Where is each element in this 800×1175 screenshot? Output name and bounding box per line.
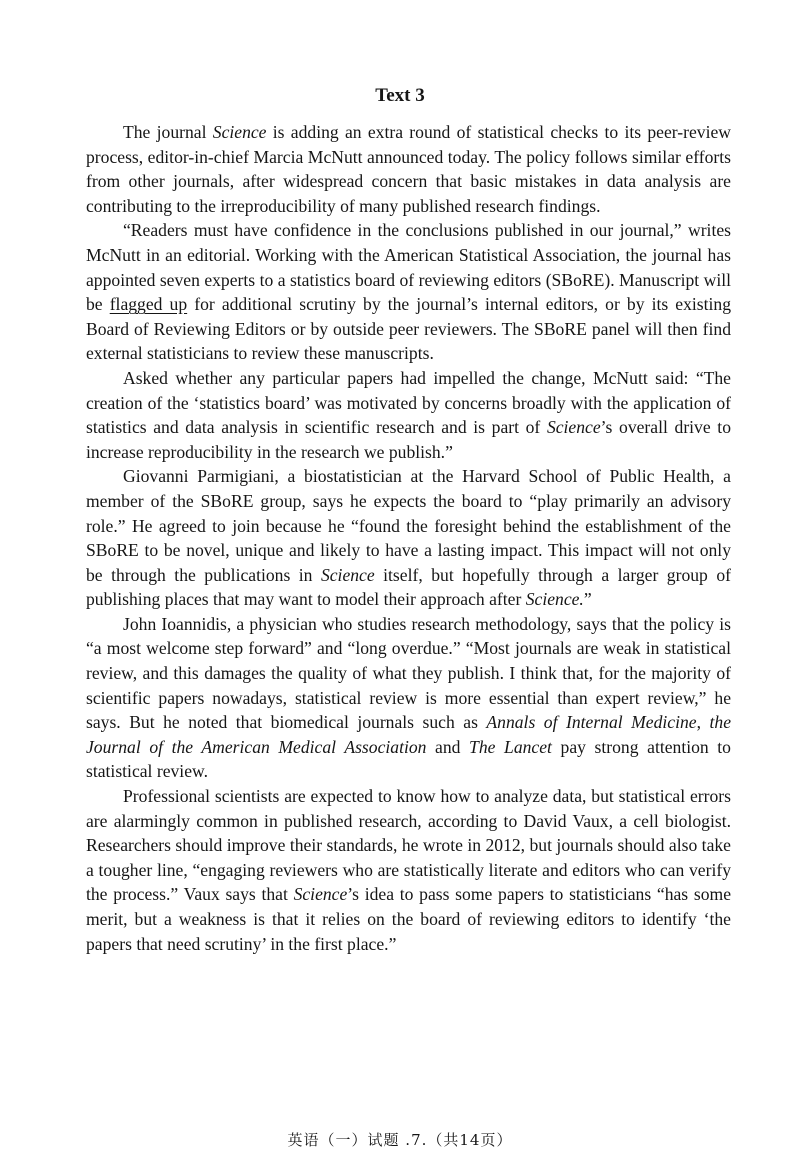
text-span: and (426, 736, 470, 757)
journal-name-lancet: The Lancet (469, 736, 552, 757)
paragraph-6 (86, 784, 731, 956)
text-span: for additional scrutiny by the journal’s internal editors, or by its existing Board of Reviewing Editors or by outside peer reviewers. The SBoRE panel will then find external statisticians to review these manuscripts. (86, 294, 731, 364)
text-span: is adding an extra round of statistical checks to its peer-review process, editor-in-chief Marcia McNutt announced today. The policy follows similar efforts from other journals, after widespread concern that basic mistakes in data analysis are contributing to the irreproducibility of many published research findings. (86, 122, 731, 216)
paragraph-1 (86, 120, 731, 218)
text-span: “Readers must have confidence in the conclusions published in our journal,” writes McNutt in an editorial. Working with the American Statistical Association, the journal has appointed seven experts to a statistics board of reviewing editors (SBoRE). Manuscript will be (86, 220, 731, 315)
paragraph-4 (86, 464, 731, 612)
text-span: The journal (123, 122, 213, 142)
journal-name-science: Science (212, 122, 267, 142)
page-title: Text 3 (375, 85, 425, 106)
text-span: John Ioannidis, a physician who studies research methodology, says that the policy is “a most welcome step forward” and “long overdue.” “Most journals are weak in statistical review, and this damages the quality of what they publish. I think that, for the majority of scientific papers nowadays, statistical review is more essential than expert review,” he says. But he noted that biomedical journals such as (86, 613, 731, 733)
journal-name-science: Science. (525, 589, 584, 610)
text-span: Giovanni Parmigiani, a biostatistician at the Harvard School of Public Health, a member of the SBoRE group, says he expects the board to “play primarily an advisory role.” He agreed to join because he “found the foresight behind the establishment of the SBoRE to be novel, unique and likely to have a lasting impact. This impact will not only be through the publications in (86, 466, 731, 585)
journal-name-jama: the Journal of the American Medical Association (86, 712, 732, 757)
text-span: ” (583, 589, 592, 610)
journal-name-science: Science (293, 884, 348, 905)
paragraph-5 (86, 612, 731, 784)
text-span: Professional scientists are expected to know how to analyze data, but statistical errors are alarmingly common in published research, according to David Vaux, a cell biologist. Researchers should improve their standards, he wrote in 2012, but journals should also take a tougher line, “engaging reviewers who are statistically literate and editors who can verify the process.” Vaux says that (86, 786, 731, 905)
text-span: pay strong attention to statistical review. (86, 736, 731, 782)
journal-name-annals: Annals of Internal Medicine (486, 712, 697, 733)
text-span: itself, but hopefully through a larger group of publishing places that may want to model their approach after (86, 564, 731, 610)
journal-name-science: Science (546, 417, 601, 438)
text-span: ’s overall drive to increase reproducibility in the research we publish.” (86, 417, 731, 462)
page-footer: 英语（一）试题 .7.（共14页） (287, 1131, 513, 1149)
text-span: Asked whether any particular papers had impelled the change, McNutt said: “The creation of the ‘statistics board’ was motivated by concerns broadly with the application of statistics and data analysis in scientific research and is part of (86, 367, 731, 438)
underlined-phrase: flagged up (109, 294, 188, 315)
paragraph-2 (86, 218, 731, 366)
article-body (86, 120, 731, 956)
text-span: ’s idea to pass some papers to statisticians “has some merit, but a weakness is that it relies on the board of reviewing editors to identify ‘the papers that need scrutiny’ in the first place.” (86, 884, 731, 954)
paragraph-3 (86, 366, 731, 464)
journal-name-science: Science (320, 564, 375, 585)
text-span: , (696, 712, 710, 733)
